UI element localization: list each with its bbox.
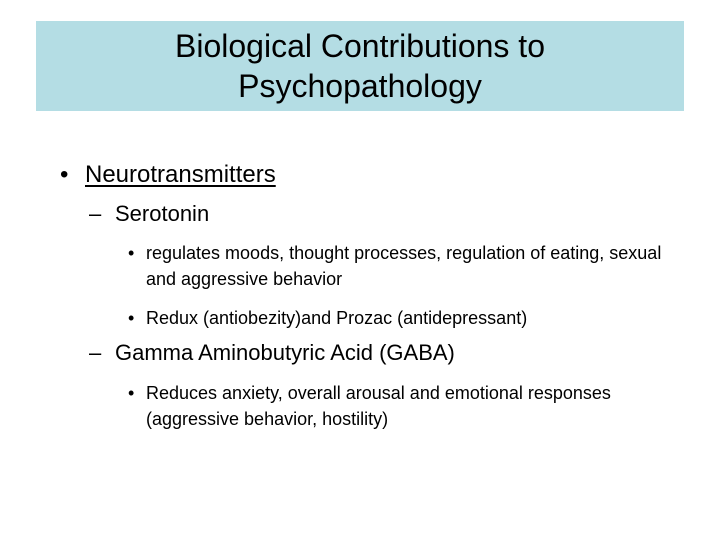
slide-title-line-1: Biological Contributions to — [175, 28, 545, 64]
main-bullet — [60, 157, 276, 193]
title-box — [36, 21, 684, 111]
sub-bullet-text: regulates moods, thought processes, regulation of eating, sexual and aggressive behavior — [146, 243, 662, 289]
sub-bullet-serotonin-1 — [128, 240, 676, 292]
section-heading-gaba — [89, 338, 455, 368]
sub-bullet-gaba-1 — [128, 380, 676, 432]
section-heading-text: Gamma Aminobutyric Acid (GABA) — [115, 340, 455, 365]
bullet-marker: • — [128, 243, 135, 263]
bullet-marker: • — [128, 383, 135, 403]
slide-title-line-2: Psychopathology — [238, 68, 482, 104]
sub-bullet-serotonin-2 — [128, 305, 676, 331]
main-bullet-text: Neurotransmitters — [85, 161, 276, 188]
sub-bullet-text: Reduces anxiety, overall arousal and emotional responses (aggressive behavior, hostility) — [146, 383, 611, 429]
section-heading-serotonin — [89, 199, 210, 229]
dash-marker: – — [89, 201, 102, 226]
bullet-marker: • — [128, 308, 135, 328]
dash-marker: – — [89, 340, 102, 365]
section-heading-text: Serotonin — [115, 201, 210, 226]
sub-bullet-text: Redux (antiobezity)and Prozac (antidepressant) — [146, 308, 528, 328]
bullet-marker: • — [60, 161, 69, 188]
